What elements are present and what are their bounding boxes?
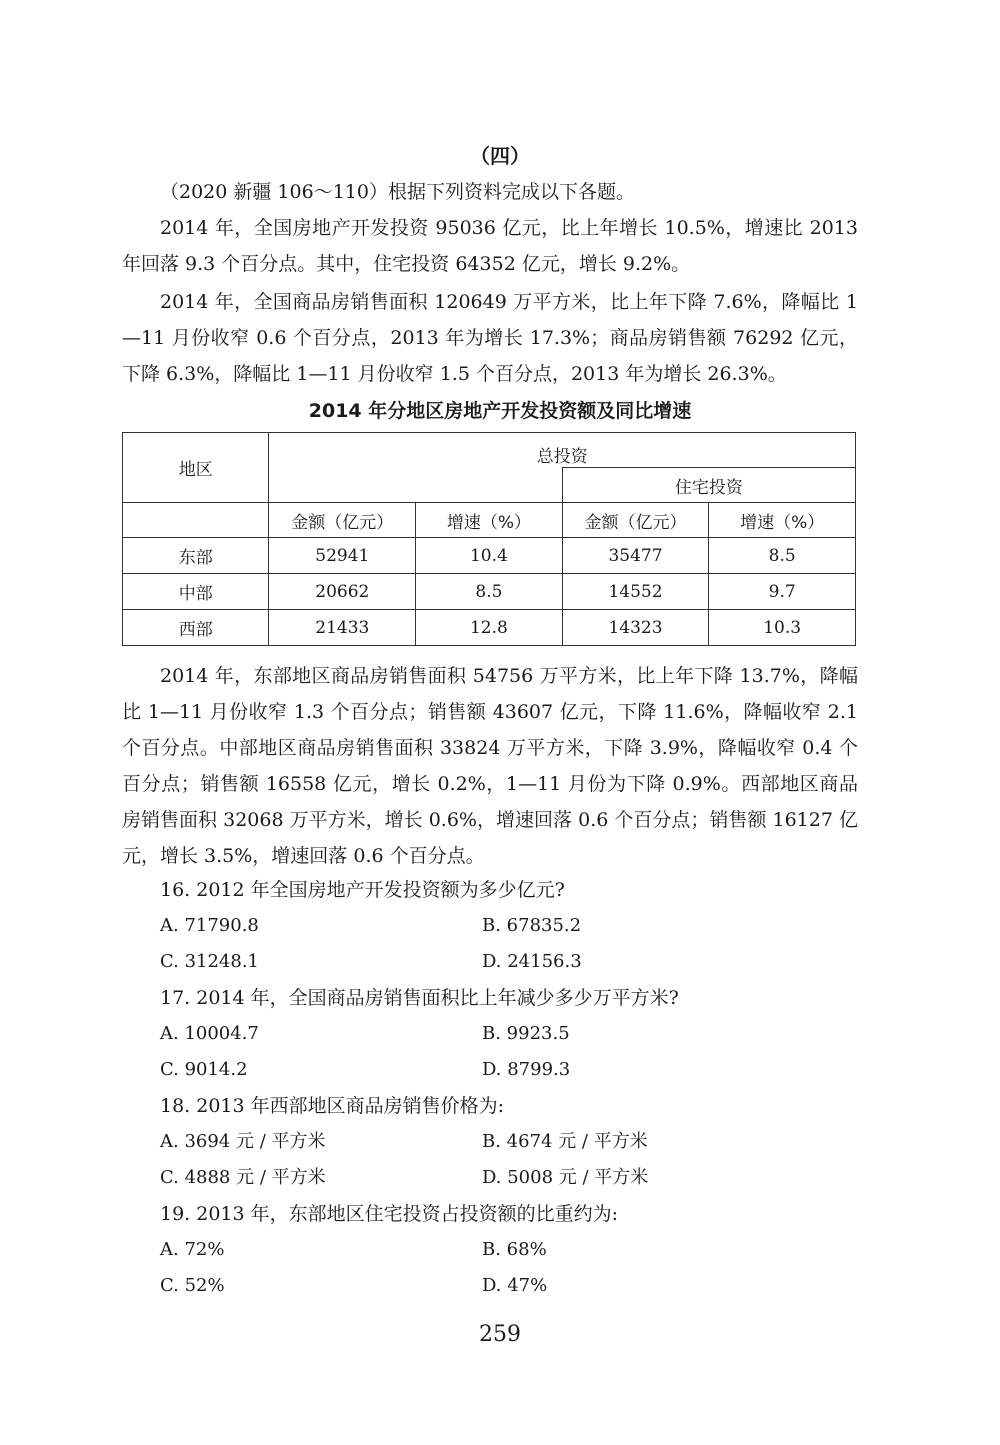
header-res-amount: 金额（亿元） — [562, 503, 709, 538]
option-17-c[interactable]: C. 9014.2 — [160, 1059, 248, 1080]
option-17-d[interactable]: D. 8799.3 — [482, 1059, 571, 1080]
cell-total-growth: 8.5 — [416, 574, 563, 610]
cell-total-growth: 12.8 — [416, 610, 563, 646]
table-row — [123, 574, 856, 610]
table-row — [123, 610, 856, 646]
paragraph-2: 2014 年，全国商品房销售面积 120649 万平方米，比上年下降 7.6%，降幅比 1—11 月份收窄 0.6 个百分点，2013 年为增长 17.3%；商品房销售额 76292 亿元，下降 6.3%，降幅比 1—11 月份收窄 1.5 个百分点，2013 年为增长 26.3%。 — [122, 291, 858, 385]
cell-res-growth: 10.3 — [709, 610, 856, 646]
table-row — [123, 538, 856, 574]
paragraph-3: 2014 年，东部地区商品房销售面积 54756 万平方米，比上年下降 13.7%，降幅比 1—11 月份收窄 1.3 个百分点；销售额 43607 亿元，下降 11.6%，降幅收窄 2.1 个百分点。中部地区商品房销售面积 33824 万平方米，下降 3.9%，降幅收窄 0.4 个百分点；销售额 16558 亿元，增长 0.2%，1—11 月份为下降 0.9%。西部地区商品房销售面积 32068 万平方米，增长 0.6%，增速回落 0.6 个百分点；销售额 16127 亿元，增长 3.5%，增速回落 0.6 个百分点。 — [122, 665, 858, 867]
investment-table — [122, 432, 856, 646]
header-region: 地区 — [123, 433, 269, 503]
option-19-b[interactable]: B. 68% — [482, 1239, 547, 1260]
cell-res-amount: 14552 — [562, 574, 709, 610]
option-16-c[interactable]: C. 31248.1 — [160, 951, 260, 972]
option-18-c[interactable]: C. 4888 元 / 平方米 — [160, 1167, 326, 1188]
cell-total-amount: 52941 — [269, 538, 416, 574]
option-17-a[interactable]: A. 10004.7 — [160, 1023, 259, 1044]
page-number: 259 — [479, 1322, 521, 1347]
option-19-c[interactable]: C. 52% — [160, 1275, 225, 1296]
option-16-d[interactable]: D. 24156.3 — [482, 951, 582, 972]
cell-region: 中部 — [123, 574, 269, 610]
header-total-growth: 增速（%） — [416, 503, 563, 538]
option-19-d[interactable]: D. 47% — [482, 1275, 548, 1296]
header-res-growth: 增速（%） — [709, 503, 856, 538]
cell-region: 东部 — [123, 538, 269, 574]
cell-res-growth: 8.5 — [709, 538, 856, 574]
question-16: 16. 2012 年全国房地产开发投资额为多少亿元? — [160, 879, 565, 901]
header-total-investment: 总投资 — [269, 433, 856, 468]
option-18-d[interactable]: D. 5008 元 / 平方米 — [482, 1167, 649, 1188]
intro-line: （2020 新疆 106～110）根据下列资料完成以下各题。 — [160, 181, 635, 203]
section-heading: （四） — [470, 144, 530, 168]
question-18: 18. 2013 年西部地区商品房销售价格为: — [160, 1095, 505, 1117]
header-total-amount: 金额（亿元） — [269, 503, 416, 538]
cell-total-amount: 21433 — [269, 610, 416, 646]
paragraph-1: 2014 年，全国房地产开发投资 95036 亿元，比上年增长 10.5%，增速比 2013 年回落 9.3 个百分点。其中，住宅投资 64352 亿元，增长 9.2%。 — [122, 217, 858, 275]
cell-total-amount: 20662 — [269, 574, 416, 610]
option-19-a[interactable]: A. 72% — [160, 1239, 225, 1260]
option-16-a[interactable]: A. 71790.8 — [160, 915, 259, 936]
cell-res-amount: 14323 — [562, 610, 709, 646]
option-18-a[interactable]: A. 3694 元 / 平方米 — [160, 1131, 326, 1152]
option-17-b[interactable]: B. 9923.5 — [482, 1023, 570, 1044]
cell-res-growth: 9.7 — [709, 574, 856, 610]
question-17: 17. 2014 年，全国商品房销售面积比上年减少多少万平方米? — [160, 987, 679, 1009]
cell-region: 西部 — [123, 610, 269, 646]
header-residential-investment: 住宅投资 — [562, 468, 855, 503]
option-18-b[interactable]: B. 4674 元 / 平方米 — [482, 1131, 648, 1152]
table-title: 2014 年分地区房地产开发投资额及同比增速 — [308, 400, 692, 422]
header-region-spacer — [123, 503, 269, 538]
option-16-b[interactable]: B. 67835.2 — [482, 915, 582, 936]
question-19: 19. 2013 年，东部地区住宅投资占投资额的比重约为: — [160, 1203, 619, 1225]
cell-res-amount: 35477 — [562, 538, 709, 574]
cell-total-growth: 10.4 — [416, 538, 563, 574]
header-total-spacer — [269, 468, 562, 503]
